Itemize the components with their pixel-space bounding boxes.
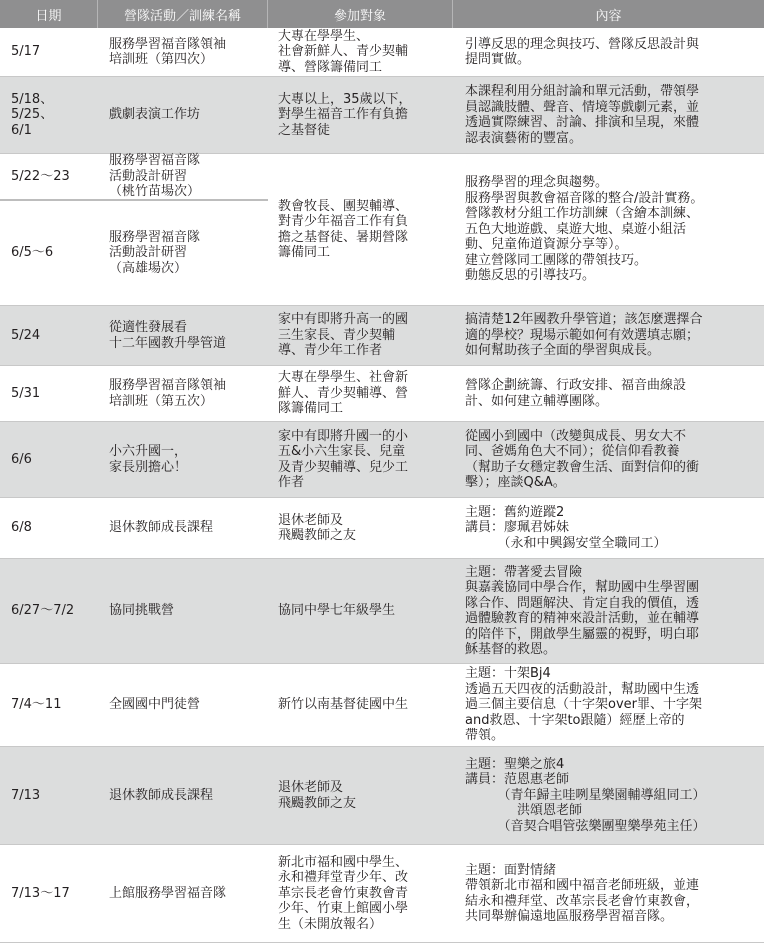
text-line: 及青少契輔導、兒少工 (278, 459, 409, 475)
audience-cell (268, 77, 453, 153)
text-line: 培訓班（第五次） (109, 393, 214, 409)
text-line: 新北市福和國中學生、 (278, 854, 409, 870)
activity-cell (98, 366, 268, 421)
date-cell (0, 747, 98, 844)
text-line: 退休教師成長課程 (109, 520, 214, 536)
text-line: 對學生福音工作有負擔 (278, 107, 409, 123)
date-cell (0, 559, 98, 663)
text-line: 家中有即將升國一的小 (278, 428, 409, 444)
header-content: 內容 (595, 8, 622, 24)
text-line: 隊籌備同工 (278, 401, 344, 417)
text-line: 少年、竹東上館國小學 (278, 901, 409, 917)
content-cell (453, 845, 764, 942)
date-cell (0, 28, 98, 76)
audience-cell (268, 747, 453, 844)
activity-cell (98, 77, 268, 153)
audience-cell (268, 845, 453, 942)
table-row (0, 845, 764, 943)
activity-cell (98, 747, 268, 844)
text-line: （幫助子女穩定教會生活、面對信仰的衝 (465, 459, 700, 475)
audience-cell (268, 366, 453, 421)
activity-cell (98, 498, 268, 558)
text-line: 革宗長老會竹東教會青 (278, 885, 409, 901)
text-line: 營隊企劃統籌、行政安排、福音曲線設 (465, 378, 687, 393)
text-line: 退休教師成長課程 (109, 787, 214, 803)
text-line: 籌備同工 (278, 245, 331, 260)
sub-row (0, 154, 268, 201)
text-line: 與嘉義協同中學合作，幫助國中生學習團 (465, 580, 700, 595)
text-line: 引導反思的理念與技巧、營隊反思設計與 (465, 36, 700, 52)
text-line: 同、爸媽角色大不同）；從信仰看教養 (465, 444, 680, 459)
text-line: 透過實際練習、討論、排演和呈現，來體 (465, 115, 700, 130)
audience-cell (268, 498, 453, 558)
audience-cell (268, 154, 453, 305)
text-line: 活動設計研習 (109, 245, 188, 261)
text-line: 服務學習福音隊 (109, 229, 201, 245)
text-line: 退休老師及 (278, 512, 344, 528)
table-row (0, 422, 764, 498)
text-line: （青年歸主哇咧星樂園輔導組同工） (465, 787, 706, 803)
text-line: 五色大地遊戲、桌遊大地、桌遊小組活 (465, 221, 687, 237)
content-cell (453, 154, 764, 305)
text-line: 洪頌恩老師 (465, 803, 583, 819)
content-cell (453, 747, 764, 844)
text-line: 導、青少年工作者 (278, 343, 383, 359)
text-line: 三生家長、青少契輔 (278, 327, 396, 343)
text-line: 主題：舊約遊蹤2 (465, 504, 565, 520)
text-line: 7/4～11 (11, 697, 62, 713)
text-line: 帶領新北市福和國中福音老師班級，並連 (465, 878, 700, 893)
text-line: 戲劇表演工作坊 (109, 107, 201, 123)
text-line: 全國國中門徒營 (109, 697, 201, 713)
text-line: 新竹以南基督徒國中生 (278, 697, 409, 713)
activity-cell (98, 845, 268, 942)
text-line: 十二年國教升學管道 (109, 335, 227, 351)
activity-cell (98, 559, 268, 663)
text-line: 家長別擔心！ (109, 459, 188, 475)
text-line: （桃竹苗場次） (109, 184, 201, 200)
text-line: 5/25、 (11, 107, 54, 123)
text-line: 講員：范恩惠老師 (465, 772, 570, 788)
text-line: 員認識肢體、聲音、情境等戲劇元素，並 (465, 99, 700, 115)
text-line: 導、營隊籌備同工 (278, 59, 383, 75)
text-line: 適的學校？現場示範如何有效選填志願； (465, 327, 700, 343)
text-line: 隊合作、問題解決、肯定自我的價值，透 (465, 595, 700, 611)
text-line: 講員：廖珮君姊妹 (465, 520, 570, 536)
text-line: 服務學習福音隊領袖 (109, 378, 227, 393)
activity-cell (98, 28, 268, 76)
activity-cell (98, 154, 268, 199)
audience-cell (268, 664, 453, 746)
audience-cell (268, 559, 453, 663)
content-cell (453, 422, 764, 497)
audience-cell (268, 28, 453, 76)
table-row (0, 366, 764, 422)
text-line: 培訓班（第四次） (109, 52, 214, 67)
content-cell (453, 77, 764, 153)
text-line: 家中有即將升高一的國 (278, 312, 409, 328)
date-cell (0, 422, 98, 497)
table-row (0, 154, 764, 306)
activity-cell (98, 201, 268, 305)
table-row (0, 747, 764, 845)
text-line: 透過五天四夜的活動設計，幫助國中生透 (465, 681, 700, 697)
text-line: 上館服務學習福音隊 (109, 885, 227, 901)
activity-cell (98, 422, 268, 497)
audience-cell (268, 306, 453, 365)
text-line: 7/13 (11, 787, 41, 803)
text-line: and救恩、十字架to跟隨）經歷上帝的 (465, 712, 685, 728)
text-line: 服務學習的理念與趨勢。 (465, 175, 609, 191)
table-body (0, 28, 764, 943)
text-line: 社會新鮮人、青少契輔 (278, 44, 409, 60)
text-line: 對青少年福音工作有負 (278, 214, 409, 229)
activity-cell (98, 306, 268, 365)
text-line: 動、兒童佈道資源分享等）。 (465, 237, 628, 253)
text-line: 結永和禮拜堂、改革宗長老會竹東教會， (465, 893, 700, 909)
content-cell (453, 664, 764, 746)
header-audience: 參加對象 (268, 0, 453, 28)
text-line: 教會牧長、團契輔導、 (278, 198, 409, 214)
table-row (0, 77, 764, 154)
text-line: 主題：面對情緒 (465, 862, 557, 878)
date-cell (0, 498, 98, 558)
date-cell (0, 306, 98, 365)
content-cell (453, 306, 764, 365)
date-cell (0, 664, 98, 746)
text-line: 如何幫助孩子全面的學習與成長。 (465, 343, 661, 359)
table-row (0, 664, 764, 747)
sub-row (0, 201, 268, 305)
text-line: 計、如何建立輔導團隊。 (465, 393, 609, 409)
text-line: 活動設計研習 (109, 168, 188, 184)
audience-cell (268, 422, 453, 497)
table-row (0, 28, 764, 77)
text-line: 6/1 (11, 122, 32, 138)
content-cell (453, 28, 764, 76)
content-cell (453, 559, 764, 663)
text-line: 服務學習福音隊領袖 (109, 36, 227, 52)
table-row (0, 306, 764, 366)
text-line: 動態反思的引導技巧。 (465, 268, 596, 284)
text-line: 協同挑戰營 (109, 603, 175, 619)
text-line: 五&小六生家長、兒童 (278, 444, 406, 459)
date-cell (0, 366, 98, 421)
text-line: 飛颺教師之友 (278, 528, 357, 543)
text-line: （高雄場次） (109, 260, 188, 276)
text-line: 鮮人、青少契輔導、營 (278, 385, 409, 401)
text-line: 共同舉辦偏遠地區服務學習福音隊。 (465, 909, 674, 924)
text-line: 擊）；座談Q&A。 (465, 475, 566, 490)
text-line: （永和中興錫安堂全職同工） (465, 535, 667, 551)
content-cell (453, 498, 764, 558)
header-activity: 營隊活動／訓練名稱 (98, 0, 268, 28)
text-line: 建立營隊同工團隊的帶領技巧。 (465, 252, 648, 268)
text-line: 5/24 (11, 327, 41, 343)
text-line: 7/13～17 (11, 885, 70, 901)
text-line: 大專在學學生、 (278, 28, 370, 44)
date-cell (0, 845, 98, 942)
text-line: 6/6 (11, 451, 32, 467)
text-line: 生（未開放報名） (278, 916, 383, 932)
text-line: 協同中學七年級學生 (278, 603, 396, 619)
text-line: 主題：十架Bj4 (465, 666, 551, 682)
header-date: 日期 (0, 0, 98, 28)
table-row (0, 498, 764, 559)
text-line: 大專在學學生、社會新 (278, 370, 409, 386)
text-line: 6/5～6 (11, 245, 54, 261)
text-line: 服務學習福音隊 (109, 153, 201, 169)
text-line: （音契合唱管弦樂團聖樂學苑主任） (465, 818, 706, 834)
text-line: 服務學習與教會福音隊的整合/設計實務。 (465, 190, 704, 206)
table-row (0, 559, 764, 664)
date-cell (0, 201, 98, 305)
text-line: 永和禮拜堂青少年、改 (278, 870, 409, 886)
text-line: 從適性發展看 (109, 320, 188, 335)
text-line: 營隊教材分組工作坊訓練（含繪本訓練、 (465, 206, 700, 222)
text-line: 本課程利用分組討論和單元活動，帶領學 (465, 84, 700, 99)
text-line: 5/22～23 (11, 168, 70, 184)
text-line: 退休老師及 (278, 780, 344, 795)
text-line: 小六升國一， (109, 444, 188, 459)
date-cell (0, 154, 98, 199)
text-line: 5/31 (11, 385, 41, 401)
text-line: 帶領。 (465, 728, 505, 744)
text-line: 5/18、 (11, 91, 54, 107)
text-line: 主題：聖樂之旅4 (465, 756, 565, 772)
text-line: 過三個主要信息（十字架over罪、十字架 (465, 697, 702, 713)
content-cell (453, 366, 764, 421)
text-line: 的陪伴下，開啟學生屬靈的視野，明白耶 (465, 626, 700, 642)
activity-cell (98, 664, 268, 746)
text-line: 穌基督的救恩。 (465, 642, 557, 657)
text-line: 搞清楚12年國教升學管道；該怎麼選擇合 (465, 312, 703, 328)
text-line: 飛颺教師之友 (278, 795, 357, 811)
date-cell (0, 77, 98, 153)
text-line: 過體驗教育的精神來設計活動，並在輔導 (465, 611, 700, 626)
text-line: 認表演藝術的豐富。 (465, 130, 583, 146)
text-line: 從國小到國中（改變與成長、男女大不 (465, 428, 687, 444)
text-line: 作者 (278, 475, 305, 490)
text-line: 主題：帶著愛去冒險 (465, 564, 583, 580)
table-header (0, 0, 764, 28)
text-line: 擔之基督徒、暑期營隊 (278, 229, 409, 245)
text-line: 提問實做。 (465, 52, 531, 67)
text-line: 6/8 (11, 520, 32, 536)
text-line: 6/27～7/2 (11, 603, 75, 619)
text-line: 之基督徒 (278, 122, 331, 138)
text-line: 5/17 (11, 44, 41, 60)
text-line: 大專以上，35歲以下， (278, 91, 412, 107)
